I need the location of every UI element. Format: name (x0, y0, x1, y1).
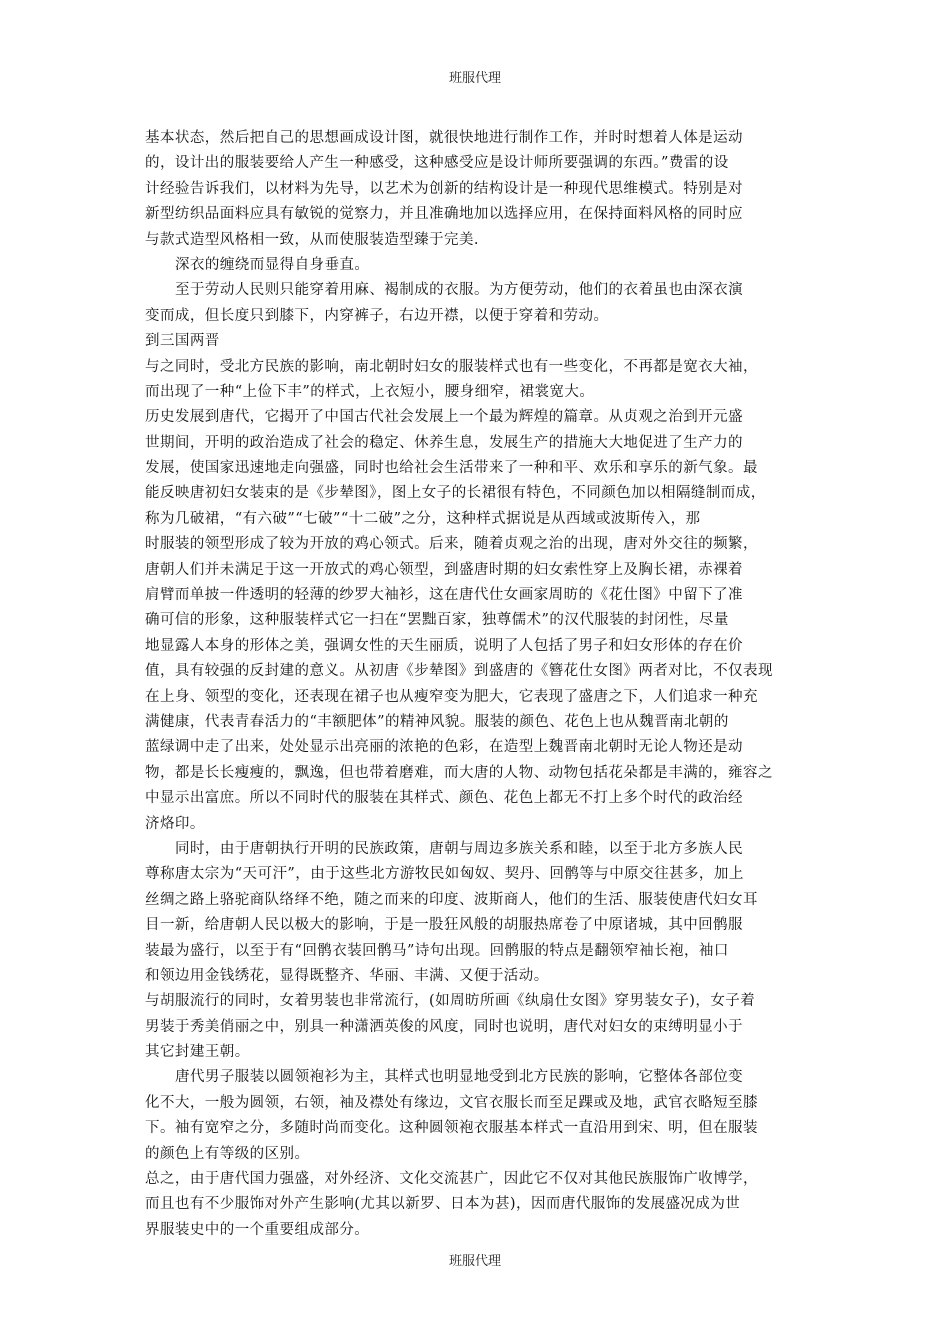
text-line: 发展，使国家迅速地走向强盛，同时也给社会生活带来了一种和平、欢乐和享乐的新气象。最 (145, 460, 758, 477)
text-line: 中显示出富庶。所以不同时代的服装在其样式、颜色、花色上都无不打上多个时代的政治经 (145, 790, 743, 807)
text-line: 时服装的领型形成了较为开放的鸡心领式。后来，随着贞观之治的出现，唐对外交往的频繁， (145, 536, 758, 553)
text-line: 目一新，给唐朝人民以极大的影响，于是一股狂风般的胡服热席卷了中原诸城，其中回鹘服 (145, 917, 743, 934)
text-line: 新型纺织品面料应具有敏锐的觉察力，并且准确地加以选择应用，在保持面料风格的同时应 (145, 206, 743, 223)
text-line: 变而成，但长度只到膝下，内穿裤子，右边开襟，以便于穿着和劳动。 (145, 307, 609, 324)
text-line: 确可信的形象，这种服装样式它一扫在“罢黜百家，独尊儒术”的汉代服装的封闭性，尽量 (145, 612, 729, 629)
text-line: 至于劳动人民则只能穿着用麻、褐制成的衣服。为方便劳动，他们的衣着虽也由深衣演 (175, 282, 744, 299)
text-line: 世期间，开明的政治造成了社会的稳定、休养生息，发展生产的措施大大地促进了生产力的 (145, 434, 743, 451)
text-line: 在上身、领型的变化，还表现在裙子也从瘦窄变为肥大，它表现了盛唐之下，人们追求一种充 (145, 688, 758, 705)
text-line: 而出现了一种“上俭下丰”的样式，上衣短小，腰身细窄，裙裳宽大。 (145, 383, 595, 400)
page-footer: 班服代理 (448, 1254, 501, 1269)
text-line: 值，具有较强的反封建的意义。从初唐《步辇图》到盛唐的《簪花仕女图》两者对比，不仅表现 (145, 663, 773, 680)
text-line: 物，都是长长瘦瘦的，飘逸，但也带着磨难，而大唐的人物、动物包括花朵都是丰满的，雍容之 (145, 764, 773, 781)
text-line: 深衣的缠绕而显得自身垂直。 (175, 256, 370, 273)
text-line: 下。袖有宽窄之分，多随时尚而变化。这种圆领袍衣服基本样式一直沿用到宋、明，但在服装 (145, 1120, 758, 1137)
text-line: 与胡服流行的同时，女着男装也非常流行，(如周昉所画《纨扇仕女图》穿男装女子)，女子着 (145, 993, 756, 1010)
text-line: 计经验告诉我们，以材料为先导，以艺术为创新的结构设计是一种现代思维模式。特别是对 (145, 180, 743, 197)
text-line: 与款式造型风格相一致，从而使服装造型臻于完美. (145, 231, 479, 248)
text-line: 装最为盛行，以至于有“回鹘衣装回鹘马”诗句出现。回鹘服的特点是翻领窄袖长袍，袖口 (145, 942, 729, 959)
text-line: 唐代男子服装以圆领袍衫为主，其样式也明显地受到北方民族的影响，它整体各部位变 (175, 1069, 744, 1086)
text-line: 肩臂而单披一件透明的轻薄的纱罗大袖衫，这在唐代仕女画家周昉的《花仕图》中留下了准 (145, 587, 743, 604)
text-line: 历史发展到唐代，它揭开了中国古代社会发展上一个最为辉煌的篇章。从贞观之治到开元盛 (145, 409, 743, 426)
text-line: 尊称唐太宗为“天可汗”，由于这些北方游牧民如匈奴、契丹、回鹘等与中原交往甚多，加上 (145, 866, 744, 883)
text-line: 到三国两晋 (145, 333, 220, 350)
text-line: 基本状态，然后把自己的思想画成设计图，就很快地进行制作工作，并时时想着人体是运动 (145, 130, 743, 146)
text-line: 唐朝人们并未满足于这一开放式的鸡心领型，到盛唐时期的妇女索性穿上及胸长裙，赤裸着 (145, 561, 743, 578)
text-line: 的颜色上有等级的区别。 (145, 1145, 310, 1162)
text-line: 而且也有不少服饰对外产生影响(尤其以新罗、日本为甚)，因而唐代服饰的发展盛况成为世 (145, 1196, 741, 1213)
page-header: 班服代理 (448, 71, 501, 86)
text-line: 地显露人本身的形体之美，强调女性的天生丽质，说明了人包括了男子和妇女形体的存在价 (145, 637, 743, 654)
text-line: 满健康，代表青春活力的“丰额肥体”的精神风貌。服装的颜色、花色上也从魏晋南北朝的 (145, 713, 729, 730)
text-line: 其它封建王朝。 (145, 1044, 250, 1061)
text-line: 丝绸之路上骆驼商队络绎不绝，随之而来的印度、波斯商人，他们的生活、服装使唐代妇女耳 (145, 891, 758, 908)
text-line: 总之，由于唐代国力强盛，对外经济、文化交流甚广，因此它不仅对其他民族服饰广收博学， (145, 1171, 758, 1188)
document-body (145, 126, 825, 1243)
text-line: 称为几破裙，“有六破”“七破”“十二破”之分，这种样式据说是从西域或波斯传入，那 (145, 510, 701, 527)
text-line: 济烙印。 (145, 815, 205, 832)
text-line: 与之同时，受北方民族的影响，南北朝时妇女的服装样式也有一些变化，不再都是宽衣大袖， (145, 358, 758, 375)
text-line: 界服装史中的一个重要组成部分。 (145, 1221, 370, 1238)
text-line: 能反映唐初妇女装束的是《步辇图》，图上女子的长裙很有特色，不同颜色加以相隔缝制而成， (145, 485, 766, 502)
text-line: 蓝绿调中走了出来，处处显示出亮丽的浓艳的色彩，在造型上魏晋南北朝时无论人物还是动 (145, 739, 743, 756)
text-line: 同时，由于唐朝执行开明的民族政策，唐朝与周边多族关系和睦，以至于北方多族人民 (175, 840, 744, 857)
text-line: 化不大，一般为圆领，右领，袖及襟处有缘边，文官衣服长而至足踝或及地，武官衣略短至膝 (145, 1094, 758, 1111)
text-line: 和领边用金钱绣花，显得既整齐、华丽、丰满、又便于活动。 (145, 967, 549, 984)
text-line: 男装于秀美俏丽之中，别具一种潇洒英俊的风度，同时也说明，唐代对妇女的束缚明显小于 (145, 1018, 743, 1035)
text-line: 的，设计出的服装要给人产生一种感受，这种感受应是设计师所要强调的东西。”费雷的设 (145, 155, 729, 172)
